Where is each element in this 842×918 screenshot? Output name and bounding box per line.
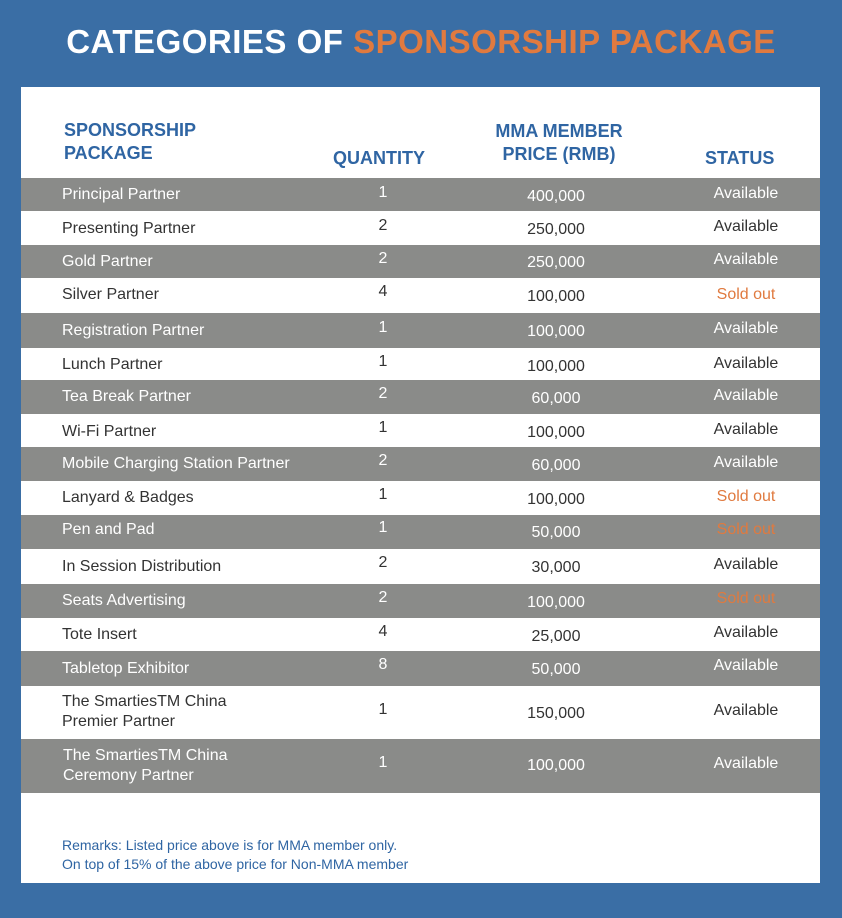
row-package-name: Silver Partner [62, 286, 159, 303]
table-row [21, 348, 820, 380]
row-status: Available [713, 702, 779, 719]
row-quantity: 2 [378, 385, 388, 402]
row-status: Available [713, 218, 779, 235]
row-quantity: 8 [378, 656, 388, 673]
row-package-name: Lunch Partner [62, 356, 163, 373]
table-row [21, 515, 820, 549]
row-quantity: 1 [378, 519, 388, 536]
remarks-line-2: On top of 15% of the above price for Non-MMA member [62, 856, 409, 872]
row-price: 400,000 [527, 188, 585, 205]
table-row [21, 481, 820, 515]
row-package-name: Seats Advertising [62, 592, 186, 609]
header-price-line-2: PRICE (RMB) [502, 144, 616, 164]
row-price: 250,000 [527, 254, 585, 271]
row-quantity: 4 [378, 623, 388, 640]
row-status: Sold out [716, 590, 776, 607]
row-package-name: Tea Break Partner [62, 388, 191, 405]
row-package-name: Wi-Fi Partner [62, 423, 157, 440]
row-price: 100,000 [527, 288, 585, 305]
table-row [21, 651, 820, 686]
row-status: Sold out [716, 488, 776, 505]
table-row [21, 618, 820, 651]
row-price: 100,000 [527, 323, 585, 340]
header-price [479, 120, 639, 166]
row-status: Available [713, 387, 779, 404]
row-quantity: 1 [378, 486, 388, 503]
table-row [21, 178, 820, 211]
table-row [21, 380, 820, 414]
remarks [62, 836, 408, 874]
table-row [21, 584, 820, 618]
row-price: 60,000 [531, 457, 581, 474]
row-package-name-line-1: The SmartiesTM China [63, 747, 228, 764]
row-status: Available [713, 657, 779, 674]
row-quantity: 2 [378, 589, 388, 606]
row-package-name [63, 746, 333, 786]
row-price: 50,000 [531, 661, 581, 678]
remarks-line-1: Remarks: Listed price above is for MMA member only. [62, 837, 398, 853]
row-quantity: 1 [378, 701, 388, 718]
header-package [64, 119, 264, 165]
row-quantity: 1 [378, 419, 388, 436]
row-status: Available [713, 251, 779, 268]
row-price: 25,000 [531, 628, 581, 645]
row-price: 150,000 [527, 705, 585, 722]
row-status: Sold out [716, 521, 776, 538]
row-price: 100,000 [527, 594, 585, 611]
header-package-line-2: PACKAGE [64, 143, 153, 163]
row-status: Available [713, 454, 779, 471]
row-package-name: Tabletop Exhibitor [62, 660, 190, 677]
row-package-name: Tote Insert [62, 626, 137, 643]
row-package-name-line-1: The SmartiesTM China [62, 693, 227, 710]
title-part-2: SPONSORSHIP PACKAGE [353, 23, 776, 60]
row-package-name: Mobile Charging Station Partner [62, 455, 290, 472]
row-price: 100,000 [527, 358, 585, 375]
row-package-name: Registration Partner [62, 322, 205, 339]
row-package-name [62, 692, 332, 732]
title-part-1: CATEGORIES OF [66, 23, 354, 60]
row-price: 100,000 [527, 491, 585, 508]
row-package-name: Pen and Pad [62, 521, 155, 538]
header-status: STATUS [705, 148, 775, 168]
row-status: Available [713, 755, 779, 772]
sponsorship-table-panel [21, 87, 820, 883]
table-row [21, 414, 820, 447]
header-quantity: QUANTITY [333, 148, 425, 168]
row-price: 250,000 [527, 221, 585, 238]
row-status: Available [713, 556, 779, 573]
row-status: Sold out [716, 286, 776, 303]
row-quantity: 2 [378, 452, 388, 469]
row-status: Available [713, 624, 779, 641]
page-title [0, 22, 842, 62]
row-quantity: 2 [378, 554, 388, 571]
row-price: 100,000 [527, 424, 585, 441]
row-price: 60,000 [531, 390, 581, 407]
row-status: Available [713, 421, 779, 438]
table-row [21, 686, 820, 739]
row-quantity: 1 [378, 184, 388, 201]
table-row [21, 447, 820, 481]
table-body [21, 178, 820, 793]
row-package-name-line-2: Ceremony Partner [63, 767, 194, 784]
row-package-name: Principal Partner [62, 186, 181, 203]
table-row [21, 739, 820, 793]
table-row [21, 313, 820, 348]
row-quantity: 1 [378, 319, 388, 336]
header-price-line-1: MMA MEMBER [495, 121, 623, 141]
row-quantity: 1 [378, 353, 388, 370]
row-quantity: 2 [378, 217, 388, 234]
row-quantity: 2 [378, 250, 388, 267]
row-package-name: Lanyard & Badges [62, 489, 194, 506]
table-row [21, 278, 820, 313]
row-price: 100,000 [527, 757, 585, 774]
row-quantity: 4 [378, 283, 388, 300]
row-price: 50,000 [531, 524, 581, 541]
row-status: Available [713, 185, 779, 202]
table-row [21, 211, 820, 245]
table-row [21, 549, 820, 584]
row-status: Available [713, 320, 779, 337]
header-package-line-1: SPONSORSHIP [64, 120, 197, 140]
table-row [21, 245, 820, 278]
row-package-name-line-2: Premier Partner [62, 713, 175, 730]
row-status: Available [713, 355, 779, 372]
row-quantity: 1 [378, 754, 388, 771]
row-package-name: Gold Partner [62, 253, 153, 270]
row-package-name: In Session Distribution [62, 558, 222, 575]
row-price: 30,000 [531, 559, 581, 576]
row-package-name: Presenting Partner [62, 220, 196, 237]
